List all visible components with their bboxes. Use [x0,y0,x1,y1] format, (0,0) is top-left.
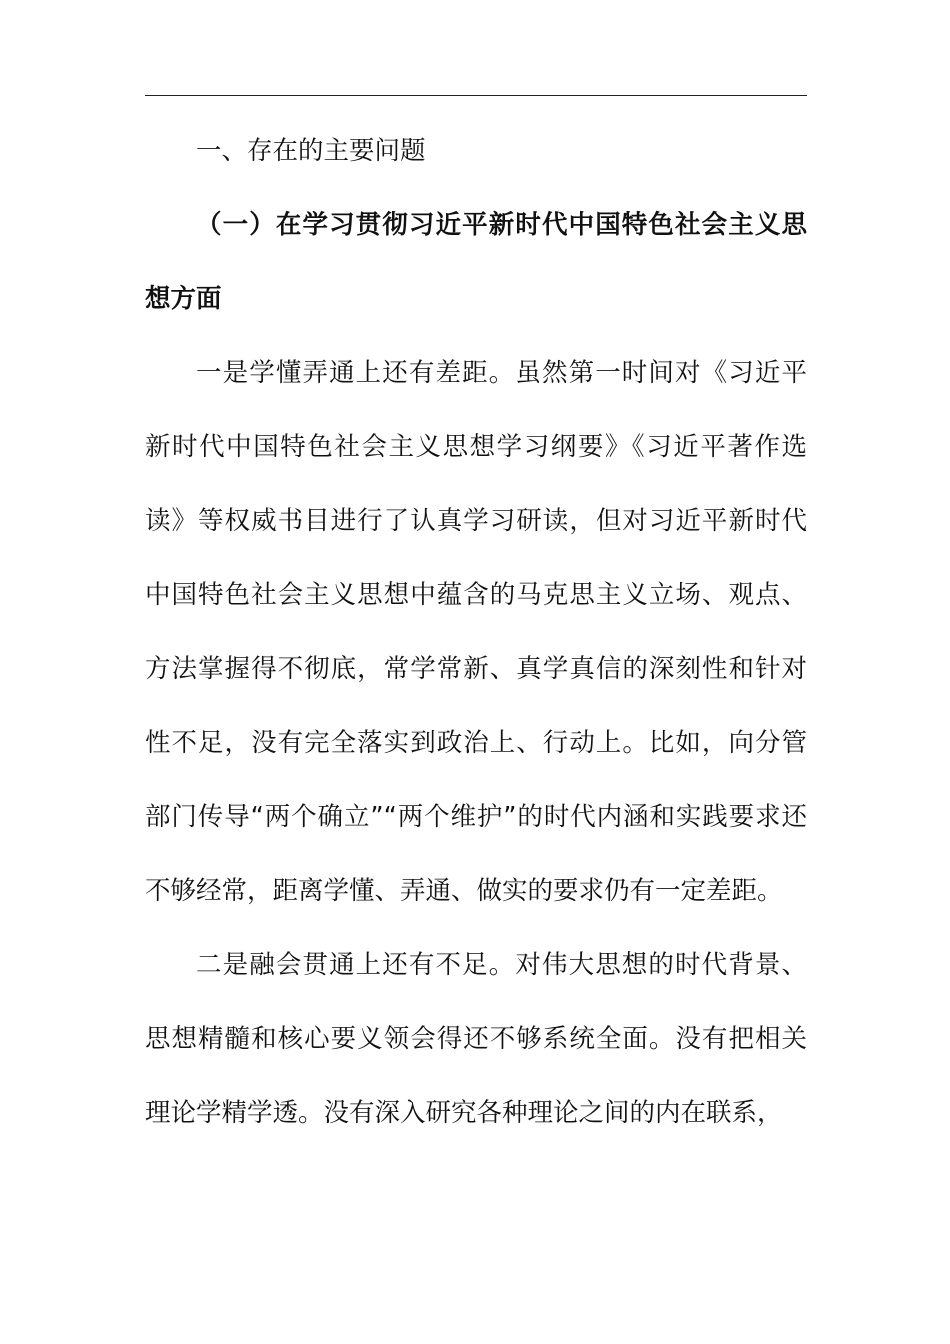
sub-heading: （一）在学习贯彻习近平新时代中国特色社会主义思想方面 [145,210,807,314]
header-divider [145,95,807,96]
paragraph-1: 一是学懂弄通上还有差距。虽然第一时间对《习近平新时代中国特色社会主义思想学习纲要》《习近平著作选读》等权威书目进行了认真学习研读，但对习近平新时代中国特色社会主义思想中蕴含的马克思主义立场、观点、方法掌握得不彻底，常学常新、真学真信的深刻性和针对性不足，没有完全落实到政治上、行动上。比如，向分管部门传导“两个确立”“两个维护”的时代内涵和实践要求还不够经常，距离学懂、弄通、做实的要求仍有一定差距。 [145,358,807,906]
document-body [145,114,807,1150]
paragraph-2: 二是融会贯通上还有不足。对伟大思想的时代背景、思想精髓和核心要义领会得还不够系统全面。没有把相关理论学精学透。没有深入研究各种理论之间的内在联系， [145,950,807,1128]
section-heading: 一、存在的主要问题 [196,136,426,166]
